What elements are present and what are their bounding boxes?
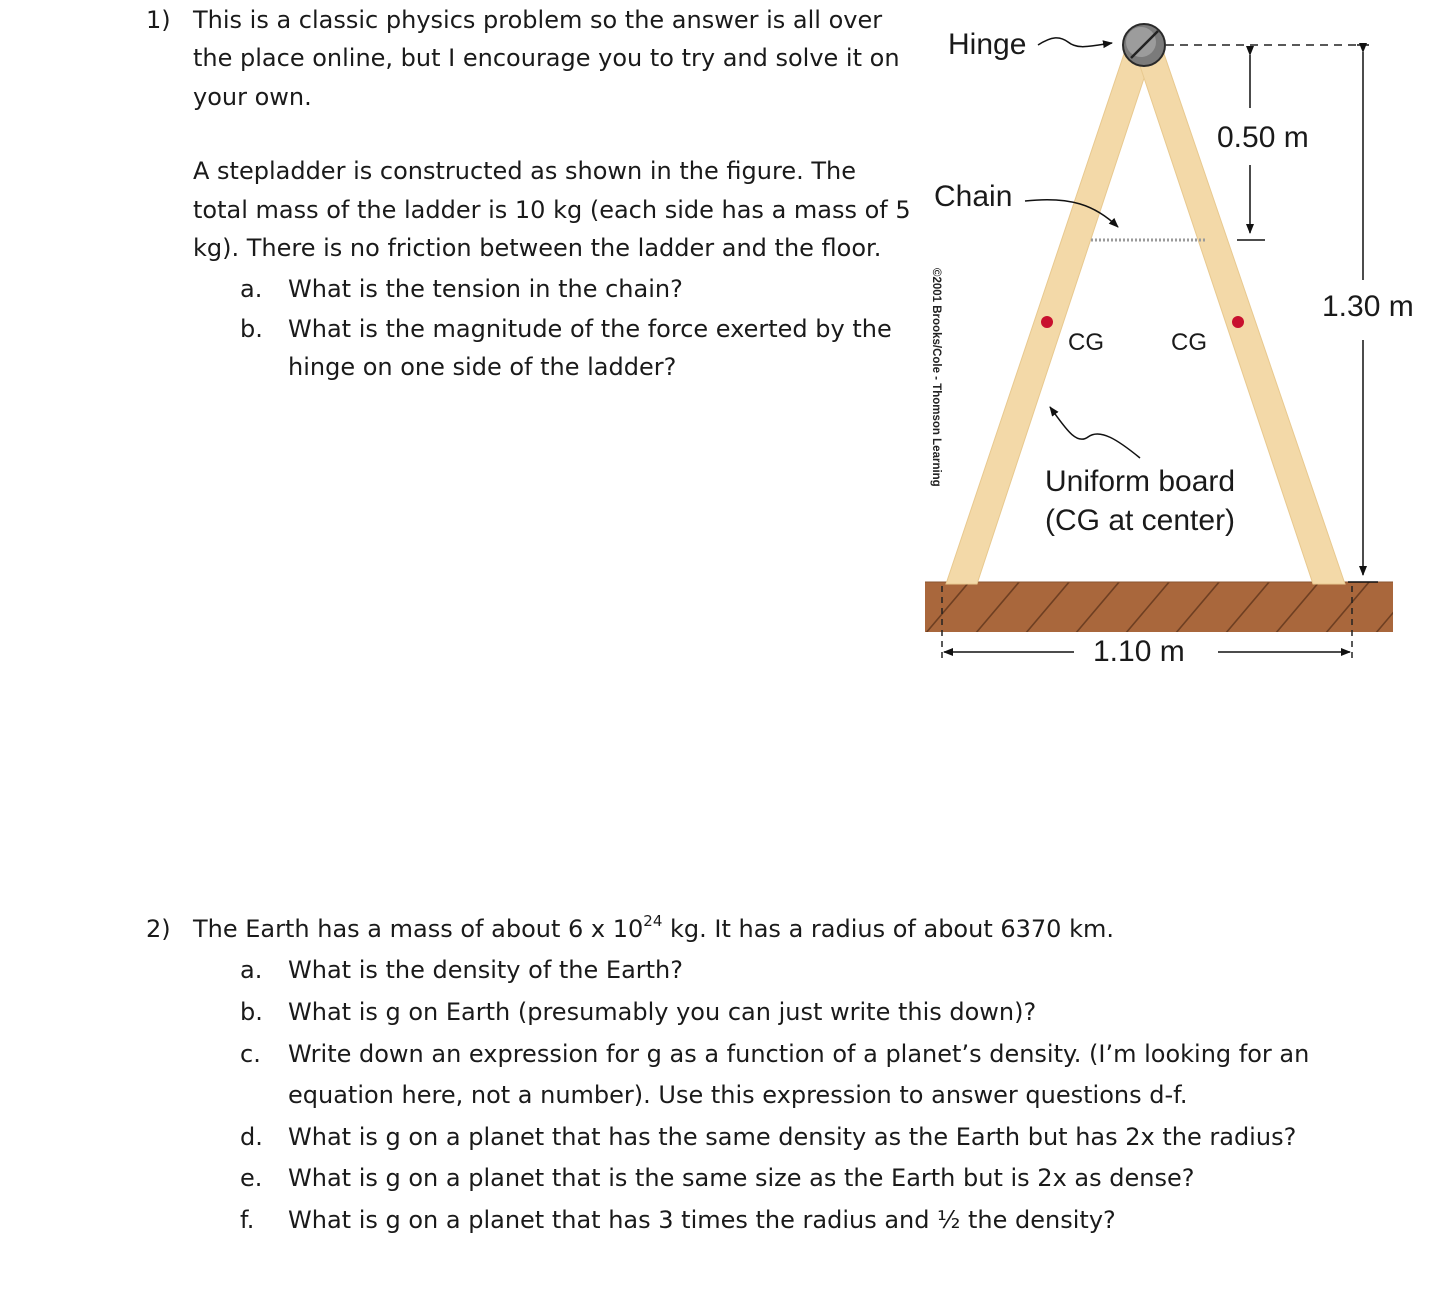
hinge-icon bbox=[1123, 24, 1165, 66]
question-2-part-c-cont: equation here, not a number). Use this expression to answer questions d-f. bbox=[288, 1081, 1188, 1109]
hinge-label: Hinge bbox=[948, 28, 1027, 61]
board-label: Uniform board bbox=[1045, 465, 1236, 498]
cg-label-left: CG bbox=[1068, 329, 1104, 356]
question-1-body-line: total mass of the ladder is 10 kg (each side has a mass of 5 bbox=[193, 196, 911, 224]
question-2-part-b: What is g on Earth (presumably you can just write this down)? bbox=[288, 998, 1037, 1026]
question-2-part-letter: c. bbox=[240, 1040, 261, 1068]
question-2-number: 2) bbox=[146, 915, 171, 943]
question-1-part-b: What is the magnitude of the force exerted by the bbox=[288, 315, 892, 343]
question-2-stem-text: The Earth has a mass of about 6 x 10 bbox=[193, 915, 644, 943]
question-2-part-letter: a. bbox=[240, 956, 263, 984]
question-2-part-letter: d. bbox=[240, 1123, 263, 1151]
question-1-part-letter: a. bbox=[240, 275, 263, 303]
question-2-part-a: What is the density of the Earth? bbox=[288, 956, 684, 984]
question-2-part-e: What is g on a planet that is the same size as the Earth but is 2x as dense? bbox=[288, 1164, 1195, 1192]
question-2-stem bbox=[193, 910, 1114, 949]
figure-copyright: ©2001 Brooks/Cole - Thomson Learning bbox=[930, 268, 942, 487]
question-1-part-b-cont: hinge on one side of the ladder? bbox=[288, 353, 677, 381]
question-1-part-a: What is the tension in the chain? bbox=[288, 275, 683, 303]
floor bbox=[920, 575, 1425, 640]
height-dimension-label: 1.30 m bbox=[1322, 290, 1414, 323]
question-2-part-c: Write down an expression for g as a function of a planet’s density. (I’m looking for an bbox=[288, 1040, 1310, 1068]
board-label-line2: (CG at center) bbox=[1045, 504, 1236, 537]
cg-dot-left bbox=[1041, 316, 1053, 328]
cg-label-right: CG bbox=[1171, 329, 1207, 356]
question-1-intro-line: This is a classic physics problem so the answer is all over bbox=[193, 6, 883, 34]
question-2-stem-text: kg. It has a radius of about 6370 km. bbox=[662, 915, 1114, 943]
cg-dot-right bbox=[1232, 316, 1244, 328]
hinge-arrow bbox=[1038, 38, 1112, 47]
question-1-body-line: A stepladder is constructed as shown in the figure. The bbox=[193, 157, 856, 185]
question-1-body-line: kg). There is no friction between the ladder and the floor. bbox=[193, 234, 882, 262]
question-2-part-letter: e. bbox=[240, 1164, 263, 1192]
question-2-part-letter: f. bbox=[240, 1206, 255, 1234]
question-2-part-d: What is g on a planet that has the same density as the Earth but has 2x the radius? bbox=[288, 1123, 1297, 1151]
chain-label: Chain bbox=[934, 180, 1013, 213]
question-2-part-f: What is g on a planet that has 3 times the radius and ½ the density? bbox=[288, 1206, 1116, 1234]
chain-dimension-label: 0.50 m bbox=[1217, 121, 1309, 154]
question-1-number: 1) bbox=[146, 6, 171, 34]
question-2-part-letter: b. bbox=[240, 998, 263, 1026]
board-arrow bbox=[1050, 407, 1140, 458]
question-2-stem-exponent: 24 bbox=[643, 912, 663, 930]
question-1-intro-line: your own. bbox=[193, 83, 312, 111]
question-1-intro-line: the place online, but I encourage you to try and solve it on bbox=[193, 44, 900, 72]
base-dimension-label: 1.10 m bbox=[1093, 635, 1185, 668]
question-1-part-letter: b. bbox=[240, 315, 263, 343]
